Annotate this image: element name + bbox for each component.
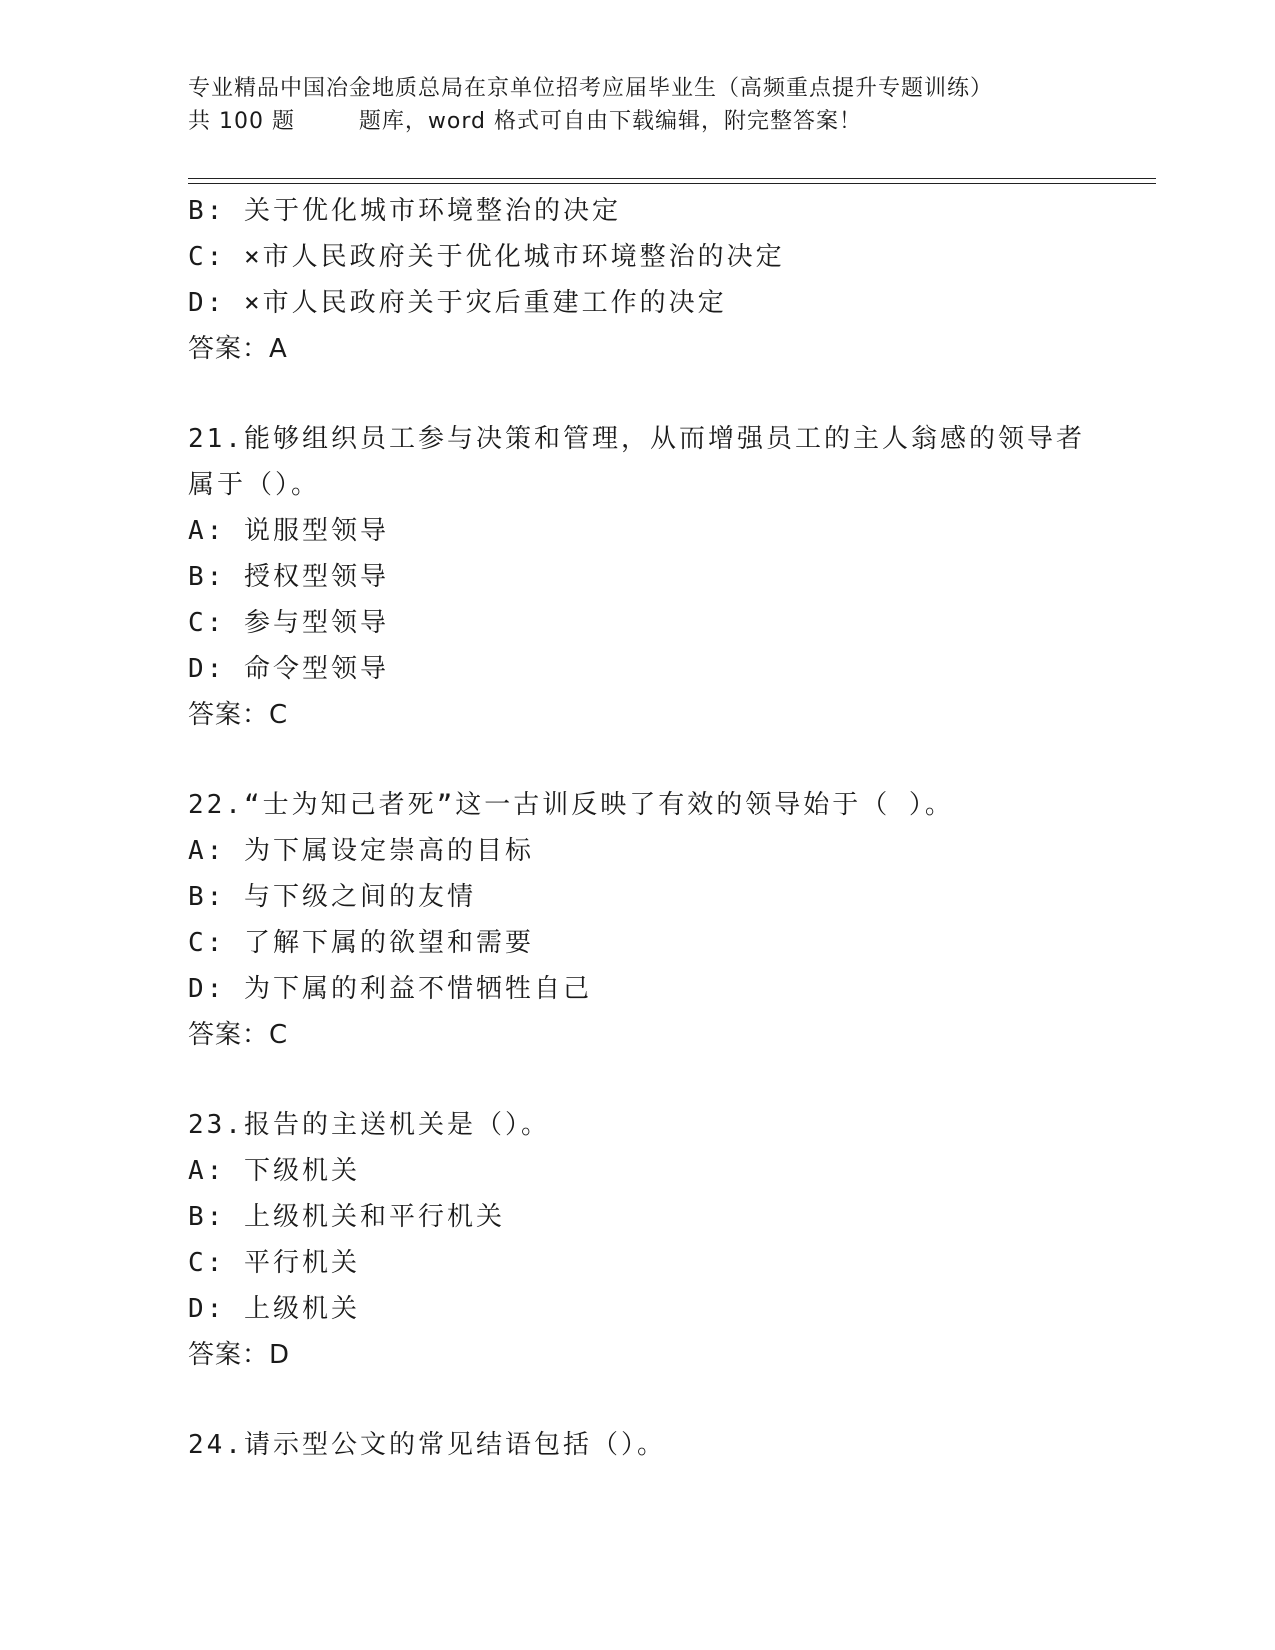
- question-text: 23.报告的主送机关是（）。: [188, 1110, 550, 1140]
- option-d: D: ×市人民政府关于灾后重建工作的决定: [188, 288, 727, 318]
- question-block-22: [188, 782, 1088, 1058]
- answer-line: 答案：D: [188, 1340, 291, 1370]
- answer-line: 答案：A: [188, 334, 288, 364]
- option-d: D: 上级机关: [188, 1294, 360, 1324]
- option-b: B: 上级机关和平行机关: [188, 1202, 505, 1232]
- option-a: A: 说服型领导: [188, 516, 389, 546]
- header-title: 专业精品中国冶金地质总局在京单位招考应届毕业生（高频重点提升专题训练）: [188, 76, 994, 101]
- option-a: A: 为下属设定崇高的目标: [188, 836, 534, 866]
- option-b: B: 授权型领导: [188, 562, 389, 592]
- question-block-23: [188, 1102, 1088, 1378]
- option-b: B: 关于优化城市环境整治的决定: [188, 196, 621, 226]
- question-list: [188, 188, 1088, 1468]
- question-text: 21.能够组织员工参与决策和管理，从而增强员工的主人翁感的领导者: [188, 424, 1085, 454]
- option-b: B: 与下级之间的友情: [188, 882, 476, 912]
- header-divider-bottom: [188, 183, 1156, 184]
- option-a: A: 下级机关: [188, 1156, 360, 1186]
- question-text: 22.“士为知己者死”这一古训反映了有效的领导始于（ ）。: [188, 790, 954, 820]
- option-c: C: 平行机关: [188, 1248, 360, 1278]
- option-c: C: 参与型领导: [188, 608, 389, 638]
- question-block-24: [188, 1422, 1088, 1468]
- question-text-continued: 属于（）。: [188, 470, 321, 500]
- document-header: [188, 72, 1148, 138]
- header-subtitle: 共 100 题 题库，word 格式可自由下载编辑，附完整答案！: [188, 109, 862, 134]
- question-text: 24.请示型公文的常见结语包括（）。: [188, 1430, 666, 1460]
- option-d: D: 为下属的利益不惜牺牲自己: [188, 974, 592, 1004]
- question-block-prev: [188, 188, 1088, 372]
- option-c: C: ×市人民政府关于优化城市环境整治的决定: [188, 242, 785, 272]
- option-c: C: 了解下属的欲望和需要: [188, 928, 534, 958]
- question-block-21: [188, 416, 1088, 738]
- answer-line: 答案：C: [188, 1020, 289, 1050]
- header-divider-top: [188, 178, 1156, 179]
- option-d: D: 命令型领导: [188, 654, 389, 684]
- answer-line: 答案：C: [188, 700, 289, 730]
